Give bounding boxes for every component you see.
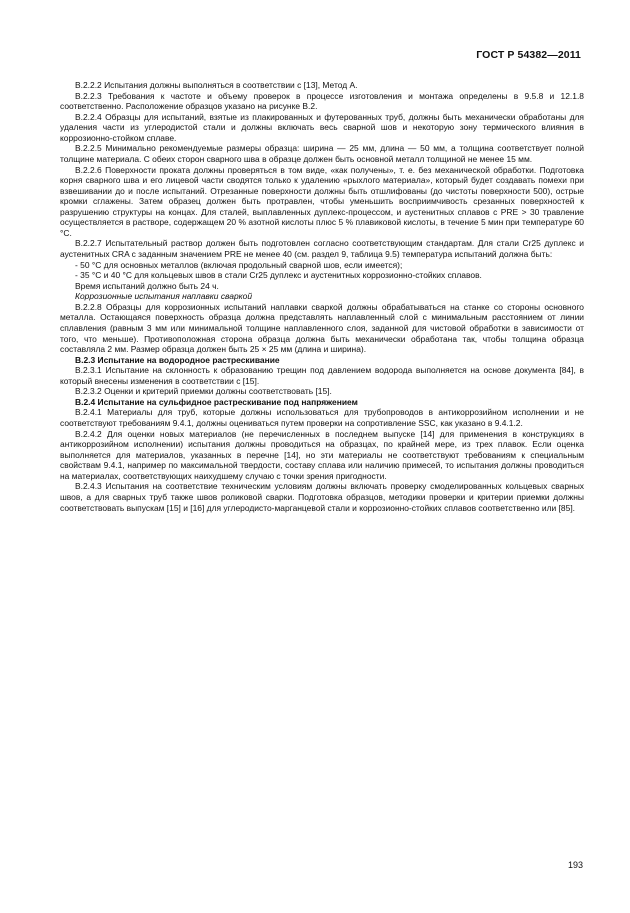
paragraph-b2-2-4: В.2.2.4 Образцы для испытаний, взятые из плакированных и футерованных труб, должны быть механически обработаны для удаления части из углеродистой стали и должны включать весь сварной шов и некоторую зону термического влияния в коррозионно-стойком сплаве. (60, 111, 584, 143)
paragraph-b2-3-2: В.2.3.2 Оценки и критерий приемки должны соответствовать [15]. (75, 386, 332, 397)
paragraph-b2-4-3: В.2.4.3 Испытания на соответствие техническим условиям должны включать проверку смоделированных кольцевых сварных швов, а для сварных труб также швов роликовой сварки. Подготовка образцов, методики проверки и критерии приемки должны соответствовать выпускам [15] и [16] для углеродисто-марганцевой стали и коррозионно-стойких сплавов соответственно или [85]. (60, 481, 584, 513)
paragraph-b2-2-5: В.2.2.5 Минимально рекомендуемые размеры образца: ширина — 25 мм, длина — 50 мм, а толщина соответствует полной толщине материала. С обеих сторон сварного шва в образце должен быть основной металл толщиной не менее 15 мм. (60, 143, 584, 164)
section-heading-b2-3: В.2.3 Испытание на водородное растрескивание (75, 354, 280, 365)
document-body (60, 80, 584, 513)
test-duration: Время испытаний должно быть 24 ч. (75, 280, 219, 291)
paragraph-b2-3-1: В.2.3.1 Испытание на склонность к образованию трещин под давлением водорода выполняется на основе документа [84], в который внесены изменения в соответствии с [15]. (60, 365, 584, 386)
paragraph-b2-2-2: В.2.2.2 Испытания должны выполняться в соответствии с [13], Метод А. (75, 80, 358, 90)
paragraph-b2-2-8: В.2.2.8 Образцы для коррозионных испытаний наплавки сваркой должны обрабатываться на станке со стороны основного металла. Остающаяся поверхность образца должна представлять наплавленный слой с минимальным расстоянием от линии сплавления (равным 3 мм или минимальной толщине наплавленного слоя, заданной для чистовой обработки в зависимости от того, что меньше). Противоположная сторона образца должна быть механически обработана так, чтобы толщина образца составляла 2 мм. Размер образца должен быть 25 × 25 мм (длина и ширина). (60, 301, 584, 355)
subheading-cladding-corrosion: Коррозионные испытания наплавки сваркой (75, 291, 253, 302)
paragraph-b2-2-3: В.2.2.3 Требования к частоте и объему проверок в процессе изготовления и монтажа определены в 9.5.8 и 12.1.8 соответственно. Расположение образцов указано на рисунке В.2. (60, 90, 584, 112)
standard-header: ГОСТ Р 54382—2011 (476, 49, 581, 61)
paragraph-b2-4-2: В.2.4.2 Для оценки новых материалов (не перечисленных в последнем выпуске [14] для применения в конструкциях в антикоррозийном исполнении) испытания должны проводиться на образцах, по крайней мере, из трех плавок. Если оценка выполняется для материалов, указанных в перечне [14], но эти материалы не соответствуют требованиям к специальным свойствам 9.4.1, например по максимальной твердости, составу сплава или наличию примесей, то испытания должны проводиться на материалах, соответствующих наихудшему случаю с точки зрения пригодности. (60, 428, 584, 481)
list-item-girth-weld-temp: - 35 °С и 40 °С для кольцевых швов в стали Cr25 дуплекс и аустенитных коррозионно-стойких сплавов. (75, 270, 482, 281)
list-item-base-metal-temp: - 50 °С для основных металлов (включая продольный сварной шов, если имеется); (75, 259, 403, 270)
paragraph-b2-4-1: В.2.4.1 Материалы для труб, которые должны использоваться для трубопроводов в антикоррозийном исполнении и не соответствуют требованиям 9.4.1, должны оцениваться путем проверки на сопротивление SSC, как указано в 9.4.1.2. (60, 407, 584, 428)
section-heading-b2-4: В.2.4 Испытание на сульфидное растрескивание под напряжением (75, 396, 358, 407)
paragraph-b2-2-6: В.2.2.6 Поверхности проката должны проверяться в том виде, «как получены», т. е. без механической обработки. Подготовка корня сварного шва и его лицевой части сводятся только к удалению «рыхлого материала», который будет создавать помехи при взвешивании до и после испытаний. Отрезанные поверхности должны быть отшлифованы (до чистоты поверхности 500), острые кромки сглажены. Затем образец должен быть протравлен, чтобы уменьшить восприимчивость срезанных поверхностей к разрушению структуры на концах. Для сталей, выплавленных дуплекс-процессом, и аустенитных сплавов с PRE > 30 травление осуществляется в растворе, содержащем 20 % азотной кислоты плюс 5 % плавиковой кислоты, в течение 5 мин при температуре 60 °С. (60, 164, 584, 238)
paragraph-b2-2-7: В.2.2.7 Испытательный раствор должен быть подготовлен согласно соответствующим стандартам. Для стали Cr25 дуплекс и аустенитных CRA с заданным значением PRE не менее 40 (см. раздел 9, таблица 9.5) температура испытаний должна быть: (60, 238, 584, 259)
page-number: 193 (567, 860, 583, 870)
